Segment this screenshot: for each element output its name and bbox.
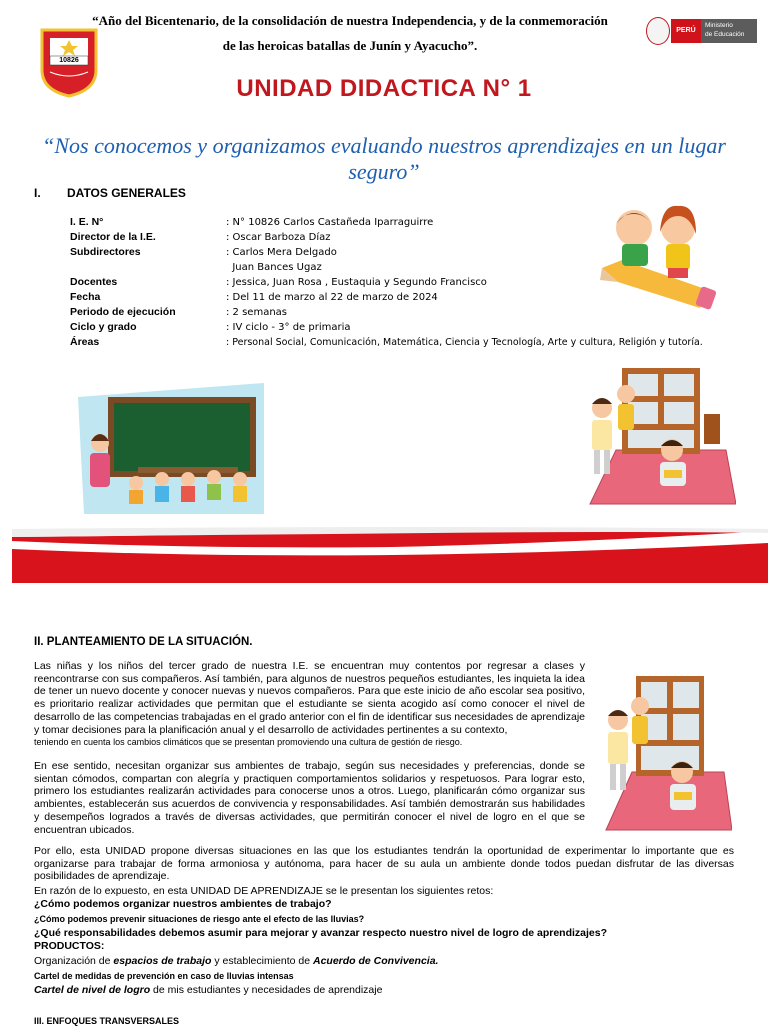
section-number: I. [34,186,41,200]
kids-on-pencil-illustration [598,198,722,312]
year-motto-line-2: de las heroicas batallas de Junín y Ayacucho”. [222,38,478,53]
reading-corner-illustration [576,364,736,510]
ministry-logo [646,17,760,45]
situation-paragraph-3: Por ello, esta UNIDAD propone diversas situaciones en las que los estudiantes tendrán la oportunidad de experimentar lo importante que es organizarse para trabajar de forma armoniosa y autónoma, para hacer de su aula un ambiente donde todos puedan disfrutar de las diversas posibilidades de aprendizaje. [34,845,734,883]
products-title: PRODUCTOS: [34,940,105,952]
situation-paragraph-1: Las niñas y los niños del tercer grado de nuestra I.E. se encuentran muy contentos por regresar a clases y reencontrarse con sus compañeros. Así también, para algunos de nuestros pequeños estudiantes, les inquieta la idea de tener un nuevo docente y conocer nuevas y nuevos compañeros. Para que este inicio de año escolar sea positivo, es prioritario realizar actividades que permitan que el estudiante se sienta acogido así como conocer el nivel de desarrollo de las competencias trabajadas en el grado anterior con el fin de identificar sus necesidades de aprendizaje y tomar decisiones para la planificación anual y el desarrollo de actividades pertinentes a su contexto, teniendo en cuenta los cambios climáticos que se presentan promoviendo una cultura de gestión de riesgo. [34,660,586,748]
next-section-title: III. ENFOQUES TRANSVERSALES [34,1016,180,1026]
ministry-name-1: Ministerio [705,22,733,29]
ministry-country: PERÚ [671,19,701,43]
product-2: Cartel de medidas de prevención en caso de lluvias intensas [34,971,294,981]
challenge-question-1: ¿Cómo podemos organizar nuestros ambientes de trabajo? [34,898,332,910]
product-1: Organización de espacios de trabajo y establecimiento de Acuerdo de Convivencia. [34,955,439,967]
ministry-name-2: de Educación [705,31,745,38]
challenge-question-2: ¿Cómo podemos prevenir situaciones de riesgo ante el efecto de las lluvias? [34,914,365,924]
page-subtitle: “Nos conocemos y organizamos evaluando nuestros aprendizajes en un lugar seguro” [42,133,726,184]
section-situation-title: II. PLANTEAMIENTO DE LA SITUACIÓN. [34,636,253,648]
situation-paragraph-2: En ese sentido, necesitan organizar sus ambientes de trabajo, según sus necesidades y preferencias, donde se sientan cómodos, compartan con alegría y practiquen comportamientos solidarios y respetuosos. Para lograr esto, primero los estudiantes realizarán actividades para conocerse unos a otros. Luego, planificarán cómo organizar sus ambientes, establecerán sus acuerdos de convivencia y responsabilidades. Así también demostrarán sus habilidades y desempeños logrados a través de diversas actividades, que permitirán conocer el nivel de logro en el que se encuentran ubicados. [34,760,585,836]
product-3: Cartel de nivel de logro de mis estudiantes y necesidades de aprendizaje [34,984,383,996]
situation-paragraph-4: En razón de lo expuesto, en esta UNIDAD DE APRENDIZAJE se le presentan los siguientes retos: [34,885,494,897]
challenge-question-3: ¿Qué responsabilidades debemos asumir para mejorar y avanzar respecto nuestro nivel de logro de aprendizajes? [34,927,608,939]
section-general-data-title: I. DATOS GENERALES [34,186,186,200]
year-motto-line-1: “Año del Bicentenario, de la consolidación de nuestra Independencia, y de la conmemoración [92,13,608,28]
reading-corner-illustration-2 [596,672,732,836]
school-logo-number: 10826 [59,57,79,64]
peru-shield-icon [646,17,670,45]
classroom-chalkboard-illustration [78,383,264,514]
decorative-red-band [12,527,768,583]
page-title: UNIDAD DIDACTICA N° 1 [236,75,532,102]
